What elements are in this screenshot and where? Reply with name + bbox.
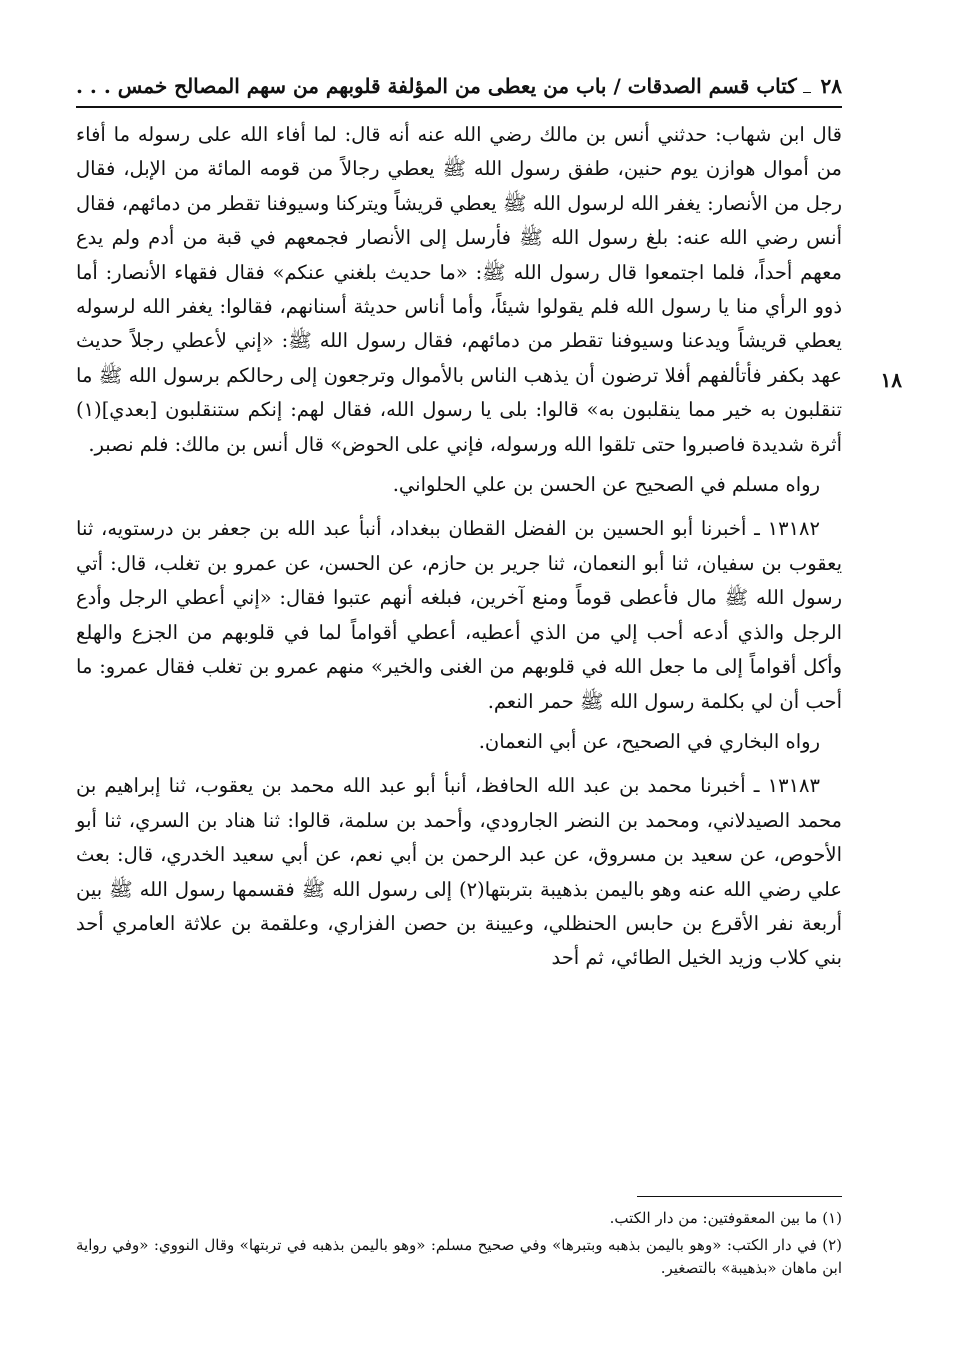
hadith-paragraph: ١٣١٨٢ ـ أخبرنا أبو الحسين بن الفضل القطان ببغداد، أنبأ عبد الله بن جعفر بن درستويه، ثنا يعقوب بن سفيان، ثنا أبو النعمان، ثنا جرير بن حازم، عن الحسن، عن عمرو بن تغلب، قال: أتي رسول الله ﷺ مال فأعطى قوماً ومنع آخرين، فبلغه أنهم عتبوا فقال: «إني أعطي الرجل وأدع الرجل والذي أدعه أحب إلي من الذي أعطيه، أعطي أقواماً لما في قلوبهم من الجزع والهلع وأكل أقواماً إلى ما جعل الله في قلوبهم من الغنى والخير» منهم عمرو بن تغلب فقال عمرو: ما أحب أن لي بكلمة رسول الله ﷺ حمر النعم. — [76, 517, 842, 713]
source-note: رواه مسلم في الصحيح عن الحسن بن علي الحلواني. — [392, 473, 820, 497]
source-note: رواه البخاري في الصحيح، عن أبي النعمان. — [478, 729, 820, 753]
footnote-separator — [637, 1196, 842, 1197]
page-number: ٢٨ — [820, 74, 842, 98]
header-dash — [803, 92, 811, 93]
book-page — [76, 66, 902, 1356]
footnotes — [76, 1196, 842, 1284]
hadith-paragraph: قال ابن شهاب: حدثني أنس بن مالك رضي الله عنه أنه قال: لما أفاء الله على رسوله ما أفاء من أموال هوازن يوم حنين، طفق رسول الله ﷺ يعطي رجالاً من قومه المائة من الإبل، فقال رجل من الأنصار: يغفر الله لرسول الله ﷺ يعطي قريشاً ويتركنا وسيوفنا تقطر من دمائهم، فقال أنس رضي الله عنه: بلغ رسول الله ﷺ فأرسل إلى الأنصار فجمعهم في قبة من أدم ولم يدع معهم أحداً، فلما اجتمعوا قال رسول الله ﷺ: «ما حديث بلغني عنكم» فقال فقهاء الأنصار: أما ذوو الرأي منا يا رسول الله فلم يقولوا شيئاً، وأما أناس حديثة أسنانهم، فقالوا: يغفر الله لرسوله يعطي قريشاً ويدعنا وسيوفنا تقطر من دمائهم، فقال رسول الله ﷺ: «إني لأعطي رجلاً حديث عهد بكفر فأتألفهم أفلا ترضون أن يذهب الناس بالأموال وترجعون إلى رحالكم برسول الله ﷺ ما تنقلبون به خير مما ينقلبون به» قالوا: بلى يا رسول الله، فقال لهم: إنكم ستنقلبون [بعدي](١) أثرة شديدة فاصبروا حتى تلقوا الله ورسوله، فإني على الحوض» قال أنس بن مالك: فلم نصبر. — [76, 123, 842, 456]
margin-volume-number: ١٨ — [880, 368, 902, 392]
page-header — [76, 66, 842, 108]
footnote: (٢) في دار الكتب: «وهو باليمن بذهبه وبتبرها» وفي صحيح مسلم: «وهو باليمن بذهبه في تربتها» وقال النووي: «وفي رواية ابن ماهان «بذهيبة» بالتصغير. — [76, 1236, 842, 1277]
footnote: (١) ما بين المعقوفتين: من دار الكتب. — [609, 1209, 842, 1227]
main-text — [76, 118, 842, 976]
hadith-paragraph: ١٣١٨٣ ـ أخبرنا محمد بن عبد الله الحافظ، أنبأ أبو عبد الله محمد بن يعقوب، ثنا إبراهيم بن محمد الصيدلاني، ومحمد بن النضر الجارودي، وأحمد بن سلمة، قالوا: ثنا هناد بن السري، ثنا أبو الأحوص، عن سعيد بن مسروق، عن عبد الرحمن بن أبي نعم، عن أبي سعيد الخدري، قال: بعث علي رضي الله عنه وهو باليمن بذهيبة بتربتها(٢) إلى رسول الله ﷺ فقسمها رسول الله ﷺ بين أربعة نفر الأقرع بن حابس الحنظلي، وعيينة بن حصن الفزاري، وعلقمة بن علاثة العامري أحد بني كلاب وزيد الخيل الطائي، ثم أحد — [76, 774, 843, 970]
running-title: كتاب قسم الصدقات / باب من يعطى من المؤلفة قلوبهم من سهم المصالح خمس . . . — [76, 74, 797, 98]
